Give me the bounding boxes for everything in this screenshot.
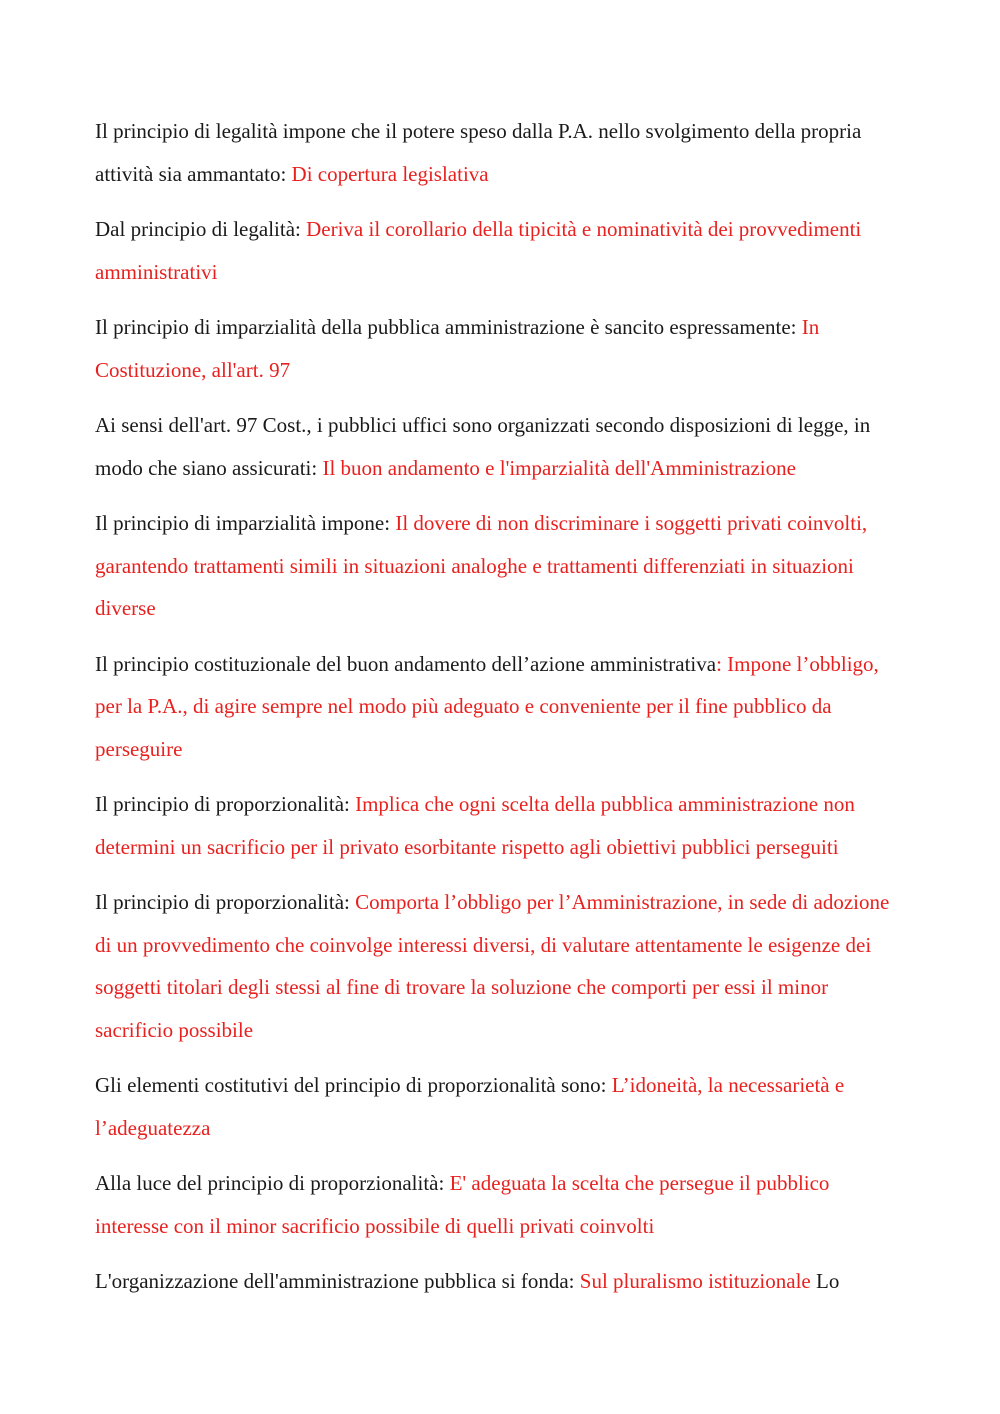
question-text: Il principio di proporzionalità: (95, 792, 356, 816)
question-text: Il principio di proporzionalità: (95, 890, 356, 914)
qa-item (95, 1260, 903, 1303)
answer-text: E' adeguata la scelta che persegue il pubblico interesse con il minor sacrificio possibile di quelli privati coinvolti (95, 1171, 830, 1238)
answer-text: Il buon andamento e l'imparzialità dell'Amministrazione (322, 455, 796, 480)
answer-text: : Impone l’obbligo, per la P.A., di agire sempre nel modo più adeguato e conveniente per il fine pubblico da perseguire (95, 651, 879, 761)
document-page (95, 110, 903, 1316)
qa-item (95, 783, 903, 868)
answer-text: Implica che ogni scelta della pubblica amministrazione non determini un sacrificio per il privato esorbitante rispetto agli obiettivi pubblici perseguiti (95, 792, 855, 859)
qa-item (95, 110, 903, 195)
qa-item (95, 404, 903, 489)
qa-item (95, 306, 903, 391)
qa-item (95, 208, 903, 293)
answer-text: Il dovere di non discriminare i soggetti privati coinvolti, garantendo trattamenti simili in situazioni analoghe e trattamenti differenziati in situazioni diverse (95, 511, 868, 620)
question-text: Il principio costituzionale del buon andamento dell’azione amministrativa (95, 651, 717, 676)
answer-text: L’idoneità, la necessarietà e l’adeguatezza (95, 1073, 845, 1140)
question-text: Il principio di imparzialità della pubblica amministrazione è sancito espressamente: (95, 315, 802, 339)
question-text: Ai sensi dell'art. 97 Cost., i pubblici uffici sono organizzati secondo disposizioni di legge, in modo che siano assicurati: (95, 413, 871, 480)
question-text: Il principio di imparzialità impone: (95, 511, 396, 535)
question-text: Alla luce del principio di proporzionalità: (95, 1171, 450, 1195)
question-text: Il principio di legalità impone che il potere speso dalla P.A. nello svolgimento della propria attività sia ammantato: (95, 119, 862, 186)
qa-item (95, 881, 903, 1051)
qa-item (95, 1162, 903, 1247)
answer-text: Comporta l’obbligo per l’Amministrazione, in sede di adozione di un provvedimento che coinvolge interessi diversi, di valutare attentamente le esigenze dei soggetti titolari degli stessi al fine di trovare la soluzione che comporti per essi il minor sacrificio possibile (95, 890, 890, 1042)
question-text: Dal principio di legalità: (95, 217, 307, 241)
question-text: Gli elementi costitutivi del principio di proporzionalità sono: (95, 1073, 612, 1097)
question-text: L'organizzazione dell'amministrazione pubblica si fonda: (95, 1269, 580, 1293)
answer-text: Di copertura legislativa (291, 161, 489, 186)
answer-text: In Costituzione, all'art. 97 (95, 315, 820, 382)
answer-text: Sul pluralismo istituzionale (579, 1269, 811, 1293)
qa-item (95, 643, 903, 771)
answer-text: Deriva il corollario della tipicità e nominatività dei provvedimenti amministrativi (95, 217, 862, 284)
qa-item (95, 1064, 903, 1149)
qa-item (95, 502, 903, 630)
continuation-text: Lo (810, 1269, 840, 1293)
